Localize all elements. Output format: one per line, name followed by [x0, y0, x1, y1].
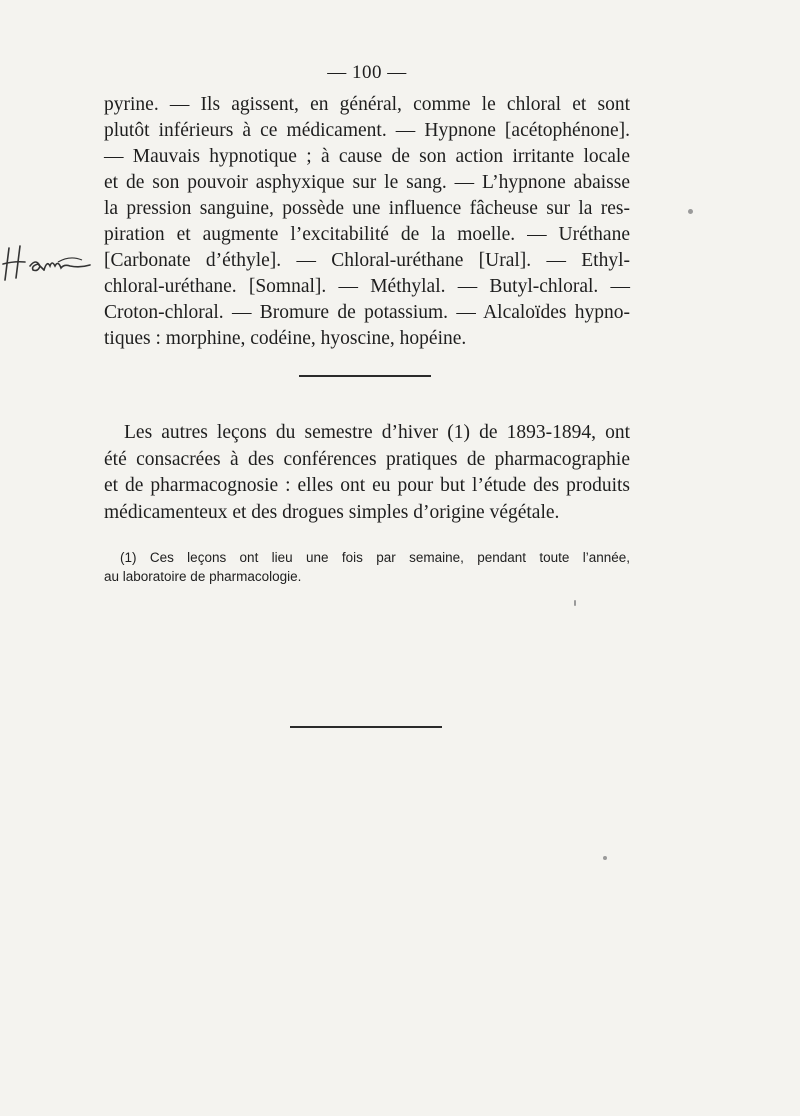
text-line: tiques : morphine, codéine, hyoscine, hopéine. [104, 328, 467, 349]
footnote-line: au laboratoire de pharmacologie. [104, 569, 302, 584]
text-line: Les autres leçons du semestre d’hiver (1) de 1893-1894, ont [124, 422, 630, 443]
text-line: et de pharmacognosie : elles ont eu pour but l’étude des produits [104, 475, 630, 496]
text-line: [Carbonate d’éthyle]. — Chloral-uréthane [Ural]. — Ethyl- [104, 250, 630, 271]
paper-speck [574, 600, 576, 606]
paragraph-2 [104, 420, 630, 526]
text-line: médicamenteux et des drogues simples d’origine végétale. [104, 501, 560, 523]
text-line: Croton-chloral. — Bromure de potassium. — Alcaloïdes hypno- [104, 302, 630, 323]
paper-speck [688, 209, 693, 214]
text-line: été consacrées à des conférences pratiques de pharmacographie [104, 448, 630, 470]
text-line: — Mauvais hypnotique ; à cause de son action irritante locale [104, 146, 630, 167]
section-rule [299, 375, 431, 377]
text-line: chloral-uréthane. [Somnal]. — Méthylal. — Butyl-chloral. — [104, 276, 630, 297]
text-line: plutôt inférieurs à ce médicament. — Hypnone [acétophénone]. [104, 120, 630, 141]
end-rule [290, 726, 442, 728]
footnote-line: (1) Ces leçons ont lieu une fois par semaine, pendant toute l’année, [120, 550, 630, 565]
text-line: pyrine. — Ils agissent, en général, comme le chloral et sont [104, 94, 630, 115]
handwritten-annotation [0, 230, 95, 290]
text-line: piration et augmente l’excitabilité de la moelle. — Uréthane [104, 224, 630, 245]
footnote [104, 548, 630, 586]
paper-speck [603, 856, 607, 860]
text-line: la pression sanguine, possède une influence fâcheuse sur la res- [104, 198, 630, 219]
text-line: et de son pouvoir asphyxique sur le sang. — L’hypnone abaisse [104, 172, 630, 193]
page-number: — 100 — [327, 62, 407, 83]
